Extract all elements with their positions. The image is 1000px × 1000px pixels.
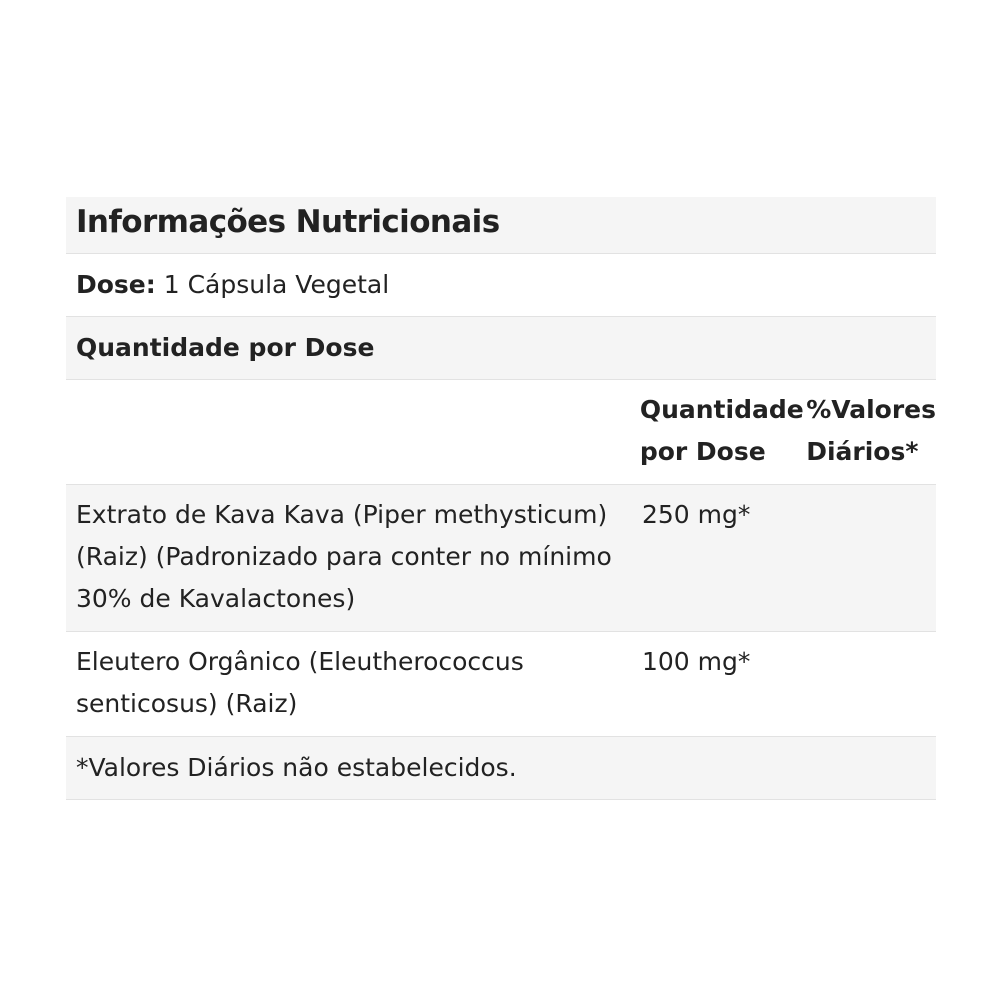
ingredient-amount: 100 mg* xyxy=(642,647,751,676)
serving-size-value: 1 Cápsula Vegetal xyxy=(163,270,390,299)
amount-per-serving-heading: Quantidade por Dose xyxy=(66,317,936,380)
serving-size-row xyxy=(66,254,936,317)
header-ingredient xyxy=(76,389,640,484)
table-header-row xyxy=(66,380,936,485)
footnote: *Valores Diários não estabelecidos. xyxy=(66,737,936,800)
table-row xyxy=(66,485,936,632)
serving-size-label: Dose: xyxy=(76,270,156,299)
panel-title: Informações Nutricionais xyxy=(66,197,936,254)
header-daily-value: %Valores Diários* xyxy=(806,395,936,466)
ingredient-name: Eleutero Orgânico (Eleutherococcus senticosus) (Raiz) xyxy=(76,647,524,718)
header-amount: Quantidade por Dose xyxy=(639,395,804,466)
table-row xyxy=(66,632,936,737)
ingredient-name: Extrato de Kava Kava (Piper methysticum) (Raiz) (Padronizado para conter no mínimo 30% de Kavalactones) xyxy=(76,500,612,613)
ingredient-daily-value xyxy=(809,641,936,736)
ingredient-daily-value xyxy=(809,494,936,631)
ingredient-amount: 250 mg* xyxy=(642,500,751,529)
nutrition-facts-panel xyxy=(66,197,936,800)
